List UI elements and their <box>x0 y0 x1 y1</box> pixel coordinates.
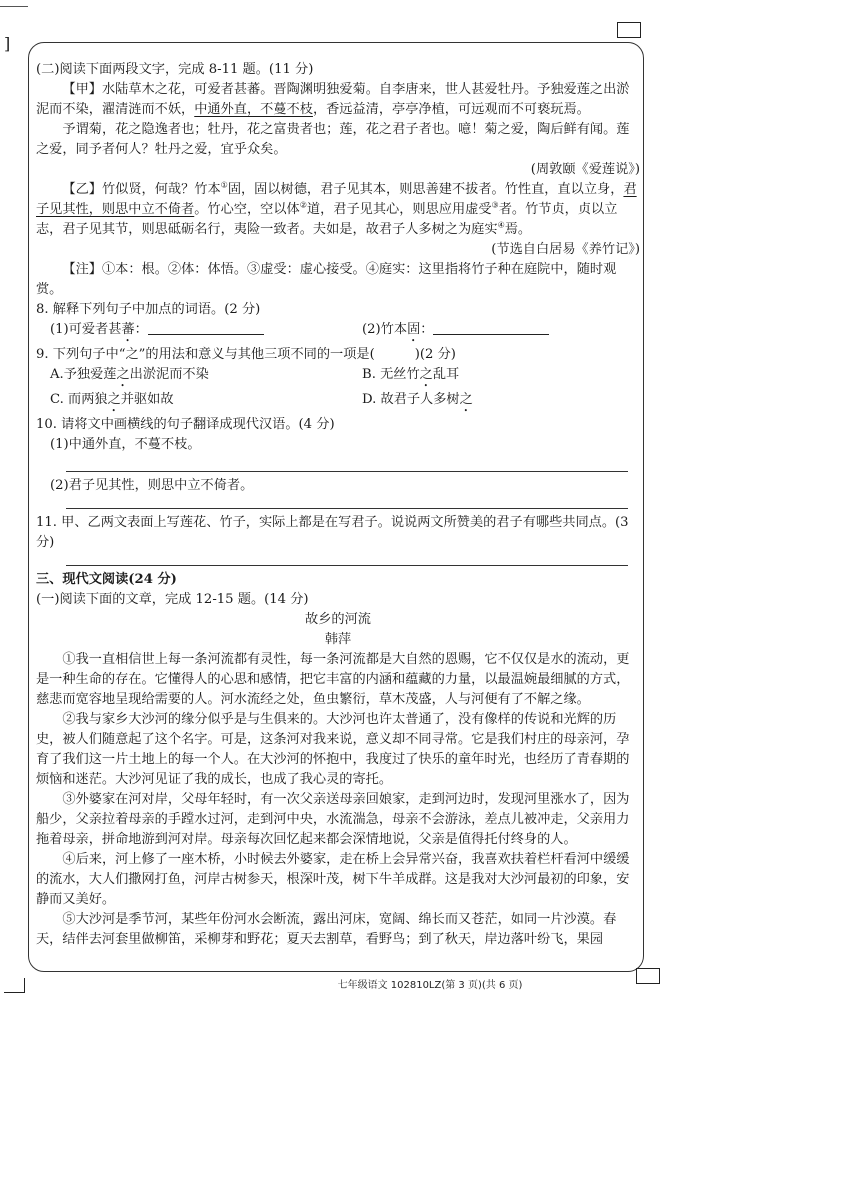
q8-answer-blank-1[interactable] <box>148 334 264 335</box>
q10-answer-line-1[interactable] <box>66 455 628 472</box>
scan-edge-line <box>0 6 28 7</box>
q8-items: (1)可爱者甚蕃： (2)竹本固： <box>36 320 640 345</box>
passage-jia-source: (周敦颐《爱莲说》) <box>530 162 640 177</box>
q9-options-cd <box>36 390 640 415</box>
q9-option-d: D. 故君子人多树之 <box>362 392 473 407</box>
article-p2: ②我与家乡大沙河的缘分似乎是与生俱来的。大沙河也许太普通了，没有像样的传说和光辉的历史，被人们随意起了这个名字。可是，这条河对我来说，意义却不同寻常。它是我们村庄的母亲河，孕育了我们这一片土地上的每一个人。在大沙河的怀抱中，我度过了快乐的童年时光，也经历了青春期的烦恼和迷茫。大沙河见证了我的成长，也成了我心灵的寄托。 <box>36 712 630 787</box>
scan-bracket-mark: ] <box>4 34 11 53</box>
jia-underlined-sentence: 中通外直，不蔓不枝 <box>194 102 313 117</box>
article-author: 韩萍 <box>324 632 352 647</box>
exam-content <box>36 60 640 950</box>
q10-answer-line-2[interactable] <box>66 496 628 509</box>
q10-sentence-1: (1)中通外直，不蔓不枝。 <box>50 437 201 452</box>
q10-stem: 10. 请将文中画横线的句子翻译成现代汉语。(4 分) <box>36 417 335 432</box>
article-p1: ①我一直相信世上每一条河流都有灵性，每一条河流都是大自然的恩赐，它不仅仅是水的流动，更是一种生命的存在。它懂得人的心思和感情，把它丰富的内涵和蕴藏的力量，以最温婉最细腻的方式，慈悲而宽容地呈现给需要的人。河水流经之处，鱼虫繁衍，草木茂盛，人与河便有了不解之缘。 <box>36 652 630 707</box>
corner-box-top-right <box>617 22 641 38</box>
q10-sentence-2: (2)君子见其性，则思中立不倚者。 <box>50 478 254 493</box>
article-title: 故乡的河流 <box>305 612 371 627</box>
q11-answer-line[interactable] <box>66 553 628 566</box>
passage-jia-p2: 予谓菊，花之隐逸者也；牡丹，花之富贵者也；莲，花之君子者也。噫！菊之爱，陶后鲜有闻。莲之爱，同予者何人？牡丹之爱，宜乎众矣。 <box>36 122 630 157</box>
q9-options-ab <box>36 365 640 390</box>
q11-stem: 11. 甲、乙两文表面上写莲花、竹子，实际上都是在写君子。说说两文所赞美的君子有哪些共同点。(3 分) <box>36 515 629 550</box>
part3-subheading: (一)阅读下面的文章，完成 12-15 题。(14 分) <box>36 592 309 607</box>
q9-stem: 9. 下列句子中“之”的用法和意义与其他三项不同的一项是( )(2 分) <box>36 347 456 362</box>
part3-heading: 三、现代文阅读(24 分) <box>36 572 177 587</box>
q8-answer-blank-2[interactable] <box>433 334 549 335</box>
article-p3: ③外婆家在河对岸，父母年轻时，有一次父亲送母亲回娘家，走到河边时，发现河里涨水了，因为船少，父亲拉着母亲的手蹚水过河，走到河中央，水流湍急，母亲不会游泳，差点儿被冲走，父亲用力拖着母亲，拼命地游到河对岸。母亲每次回忆起来都会深情地说，父亲是值得托付终身的人。 <box>36 792 630 847</box>
q9-option-a: A.予独爱莲之出淤泥而不染 <box>50 367 209 382</box>
part2-heading: (二)阅读下面两段文字，完成 8-11 题。(11 分) <box>36 62 314 77</box>
q9-option-c: C. 而两狼之并驱如故 <box>50 392 174 407</box>
passage-jia-p1: 【甲】水陆草木之花，可爱者甚蕃。晋陶渊明独爱菊。自李唐来，世人甚爱牡丹。予独爱莲之出淤泥而不染，濯清涟而不妖，中通外直，不蔓不枝，香远益清，亭亭净植，可远观而不可亵玩焉。 <box>36 82 630 117</box>
q8-stem: 8. 解释下列句子中加点的词语。(2 分) <box>36 302 261 317</box>
article-p4: ④后来，河上修了一座木桥，小时候去外婆家，走在桥上会异常兴奋，我喜欢扶着栏杆看河中缓缓的流水，大人们撒网打鱼，河岸古树参天，根深叶茂，树下牛羊成群。这是我对大沙河最初的印象，安静而又美好。 <box>36 852 630 907</box>
yi-underlined-sentence: 君子见其性，则思中立不倚者 <box>36 182 637 217</box>
passage-yi-source: (节选自白居易《养竹记》) <box>491 242 640 257</box>
passage-note: 【注】①本：根。②体：体悟。③虚受：虚心接受。④庭实：这里指将竹子种在庭院中，随时观赏。 <box>36 262 617 297</box>
passage-yi: 【乙】竹似贤，何哉？竹本①固，固以树德，君子见其本，则思善建不拔者。竹性直，直以立身，君子见其性，则思中立不倚者。竹心空，空以体②道，君子见其心，则思应用虚受③者。竹节贞，贞以立志，君子见其节，则思砥砺名行，夷险一致者。夫如是，故君子人多树之为庭实④焉。 <box>36 180 637 237</box>
q9-option-b: B. 无丝竹之乱耳 <box>362 367 460 382</box>
article-p5: ⑤大沙河是季节河，某些年份河水会断流，露出河床，宽阔、绵长而又苍茫，如同一片沙漠。春天，结伴去河套里做柳笛，采柳芽和野花；夏天去割草，看野鸟；到了秋天，岸边落叶纷飞，果园 <box>36 912 617 947</box>
page-footer: 七年级语文 102810LZ(第 3 页)(共 6 页) <box>337 980 523 991</box>
